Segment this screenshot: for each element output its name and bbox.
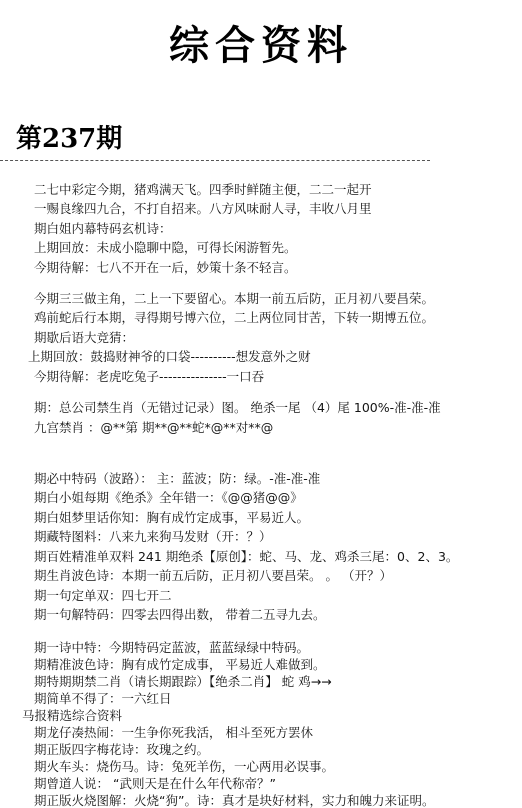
- issue-number: 第237期: [16, 124, 123, 154]
- text-line: 期特期期禁二肖（请长期跟踪）【绝杀二肖】 蛇 鸡→→: [34, 674, 332, 689]
- text-line: 期一句定单双：四七开二: [34, 588, 172, 603]
- text-line: 期正版四字梅花诗：玫瑰之约。: [34, 742, 210, 757]
- text-line: 上期回放：鼓捣财神爷的口袋----------想发意外之财: [28, 349, 311, 364]
- text-line: 九宫禁肖 ：@**第 期**@**蛇*@**对**@: [34, 420, 274, 435]
- page-title: 综合资料: [169, 22, 353, 69]
- text-line: 期正版火烧图解：火烧“狗”。诗：真才是块好材料，实力和魄力来证明。: [34, 793, 435, 808]
- text-line: 期龙仔凑热闹：一生争你死我活， 相斗至死方罢休: [34, 725, 313, 740]
- text-line: 二七中彩定今期，猪鸡满天飞。四季时鲜随主便，二二一起开: [34, 182, 372, 197]
- text-line: 马报精选综合资料: [22, 708, 123, 723]
- text-line: 今期三三做主角，二上一下要留心。本期一前五后防，正月初八要昌荣。: [34, 291, 435, 306]
- text-line: 期歇后语大竞猜：: [34, 330, 135, 345]
- text-line: 期藏特图料：八来九来狗马发财（开：？）: [34, 529, 272, 544]
- text-line: 期精准波色诗：胸有成竹定成事， 平易近人难做到。: [34, 657, 326, 672]
- text-line: 今期待解：老虎吃兔子---------------一口吞: [34, 369, 265, 384]
- text-line: 期一句解特码：四零去四得出数， 带着二五寻九去。: [34, 607, 326, 622]
- text-line: 期简单不得了：一六红日: [34, 691, 172, 706]
- text-line: 期白姐内幕特码玄机诗：: [34, 221, 172, 236]
- text-line: 上期回放：未成小隐聊中隐，可得长闲游暂先。: [34, 240, 297, 255]
- text-line: 期：总公司禁生肖（无错过记录）图。 绝杀一尾 （4）尾 100%-准-准-准: [34, 400, 441, 415]
- text-line: 期曾道人说： “武则天是在什么年代称帝？”: [34, 776, 276, 791]
- text-line: 期一诗中特：今期特码定蓝波，蓝蓝绿绿中特码。: [34, 640, 310, 655]
- text-line: 鸡前蛇后行本期，寻得期号博六位，二上两位同甘苦，下转一期博五位。: [34, 310, 435, 325]
- text-line: 一赐良缘四九合，不打自招来。八方风味耐人寻，丰收八月里: [34, 201, 372, 216]
- text-line: 今期待解：七八不开在一后，妙策十条不轻言。: [34, 260, 297, 275]
- text-line: 期白姐梦里话你知：胸有成竹定成事，平易近人。: [34, 510, 310, 525]
- text-line: 期生肖波色诗：本期一前五后防，正月初八要昌荣。 。 （开？）: [34, 568, 392, 583]
- text-line: 期必中特码（波路）： 主：蓝波；防：绿。-准-准-准: [34, 471, 321, 486]
- text-line: 期白小姐每期《绝杀》全年错一：《@@猪@@》: [34, 490, 303, 505]
- text-line: 期火车头：烧伤马。诗：兔死羊伤，一心两用必误事。: [34, 759, 335, 774]
- text-line: 期百姓精准单双料 241 期绝杀【原创】：蛇、马、龙、鸡杀三尾：0、2、3。: [34, 549, 459, 564]
